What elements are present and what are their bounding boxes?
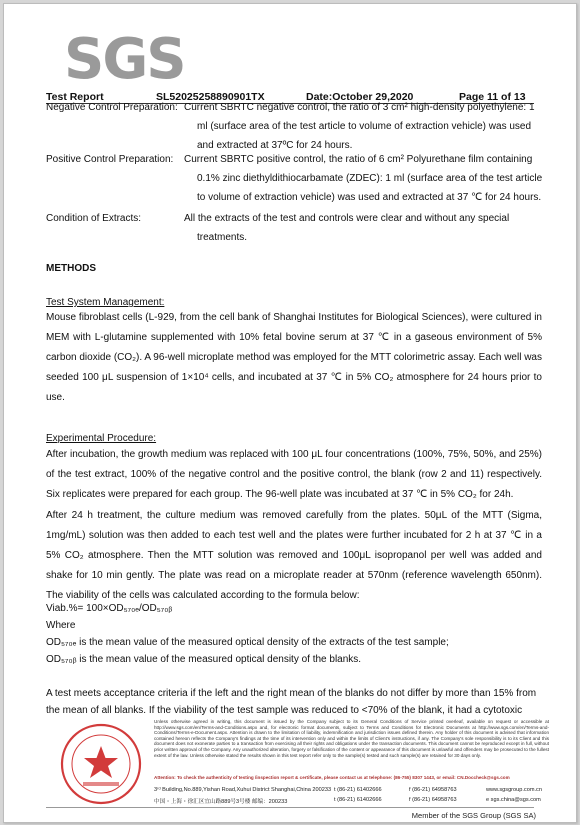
procedure-paragraph-1 — [46, 445, 542, 505]
negative-control-line: Current SBRTC negative control, the ratio of 3 cm² high-density polyethylene: 1 — [184, 102, 535, 113]
test-system-heading: Test System Management: — [46, 297, 165, 308]
address-english: 3ʳᵈ Building,No.889,Yishan Road,Xuhui District Shanghai,China 200233 — [154, 787, 332, 793]
report-date: Date:October 29,2020 — [306, 91, 414, 103]
procedure-text-1: After incubation, the growth medium was replaced with 100 μL four concentrations (100%, 75%, 50%, and 25%) of the test extract, 100% of the negative control and the positive control, the blank (row 2 and 11) respectively. Six replicates were prepared for each group. The 96-well plate was incubated at 37 ℃ in 5% CO₂ for 24h. — [46, 449, 542, 500]
fax-en: f (86-21) 64958763 — [409, 787, 457, 793]
page-number: Page 11 of 13 — [459, 91, 526, 103]
positive-control-line: to volume of extraction vehicle) was used and extracted at 37 ℃ for 24 hours. — [197, 192, 542, 203]
authenticity-notice: Attention: To check the authenticity of testing /inspection report & certificate, please contact us at telephone: (86-755) 8307 1443, or email: CN.Doccheck@sgs.com — [154, 775, 510, 780]
negative-control-line: and extracted at 37ºC for 24 hours. — [197, 140, 353, 151]
report-title: Test Report — [46, 91, 104, 103]
test-system-text: Mouse fibroblast cells (L-929, from the cell bank of Shanghai Institutes for Biological Sciences), were cultured in MEM with L-glutamine supplemented with 10% fetal bovine serum at 37 ℃ in a gaseous environment of 5% carbon dioxide (CO₂). A 96-well microplate method was employed for the MTT colorimetric assay. Each well was seeded 100 μL suspension of 1×10⁴ cells, and incubated at 37 ℃ in 5% CO₂ atmosphere for 24 hours prior to use. — [46, 312, 542, 403]
report-number: SL52025258890901TX — [156, 91, 265, 103]
inspection-seal-icon — [59, 722, 143, 806]
negative-control-label: Negative Control Preparation: — [46, 102, 178, 113]
acceptance-line-1: A test meets acceptance criteria if the left and the right mean of the blanks do not differ by more than 15% from — [46, 688, 537, 699]
report-page — [3, 3, 577, 823]
telephone-cn: t (86-21) 61402666 — [334, 797, 382, 803]
legal-disclaimer: Unless otherwise agreed in writing, this document is issued by the Company subject to its General Conditions of Service printed overleaf, available on request or accessible at http://www.sgs.com/en/Terms-and-Conditions.aspx and, for electronic format documents, subject to Terms and Conditions for Electronic Documents at http://www.sgs.com/en/Terms-and-Conditions/Terms-e-Document.aspx. Attention is drawn to the limitation of liability, indemnification and jurisdiction issues defined therein. Any holder of this document is advised that information contained hereon reflects the Company's findings at the time of its intervention only and within the limits of Client's instructions, if any. The Company's sole responsibility is to its Client and this document does not exonerate parties to a transaction from exercising all their rights and obligations under the transaction documents. This document cannot be reproduced except in full, without prior written approval of the Company. Any unauthorized alteration, forgery or falsification of the content or appearance of this document is unlawful and offenders may be prosecuted to the fullest extent of the law. Unless otherwise stated the results shown in this test report refer only to the sample(s) tested and such sample(s) are retained for 30 days only. — [154, 719, 549, 758]
extracts-line: All the extracts of the test and controls were clear and without any special — [184, 213, 510, 224]
acceptance-line-2: the mean of all blanks. If the viability of the test sample was reduced to <70% of the blank, it had a cytotoxic — [46, 705, 523, 716]
procedure-text-2: After 24 h treatment, the culture medium was removed carefully from the plates. 50μL of the MTT (Sigma, 1mg/mL) solution was then added to each test well and the plates were further incubated for 2 h at 37 ℃ in a 5% CO₂ atmosphere. Then the MTT solution was removed and 100μL isopropanol per well was added and shake for 10 min gently. The plate was read on a microplate reader at 570nm (reference wavelength 650nm). The viability of the cells was calculated according to the formula below: — [46, 510, 542, 601]
extracts-line: treatments. — [197, 232, 248, 243]
positive-control-label: Positive Control Preparation: — [46, 154, 174, 165]
fax-cn: f (86-21) 64958763 — [409, 797, 457, 803]
footer-divider — [46, 807, 534, 808]
test-system-paragraph — [46, 308, 542, 408]
group-membership: Member of the SGS Group (SGS SA) — [411, 811, 536, 820]
positive-control-line: 0.1% zinc diethyldithiocarbamate (ZDEC): 1 ml (surface area of the test article — [197, 173, 543, 184]
methods-heading: METHODS — [46, 263, 96, 274]
email-link[interactable]: e sgs.china@sgs.com — [486, 797, 541, 803]
where-label: Where — [46, 620, 76, 631]
sgs-logo: SGS — [64, 27, 185, 92]
negative-control-line: ml (surface area of the test article to volume of extraction vehicle) was used — [197, 121, 532, 132]
od-definition-blanks: OD₅₇₀ᵦ is the mean value of the measured optical density of the blanks. — [46, 654, 362, 665]
procedure-heading: Experimental Procedure: — [46, 433, 157, 444]
od-definition-extracts: OD₅₇₀ₑ is the mean value of the measured optical density of the extracts of the test sample; — [46, 637, 449, 648]
website-link[interactable]: www.sgsgroup.com.cn — [486, 787, 542, 793]
extracts-label: Condition of Extracts: — [46, 213, 142, 224]
address-chinese: 中国・上海・徐汇区宜山路889号3号楼 邮编：200233 — [154, 799, 288, 805]
telephone-en: t (86-21) 61402666 — [334, 787, 382, 793]
viability-formula: Viab.%= 100×OD₅₇₀ₑ/OD₅₇₀ᵦ — [46, 603, 173, 614]
procedure-paragraph-2 — [46, 506, 542, 606]
positive-control-line: Current SBRTC positive control, the ratio of 6 cm² Polyurethane film containing — [184, 154, 533, 165]
